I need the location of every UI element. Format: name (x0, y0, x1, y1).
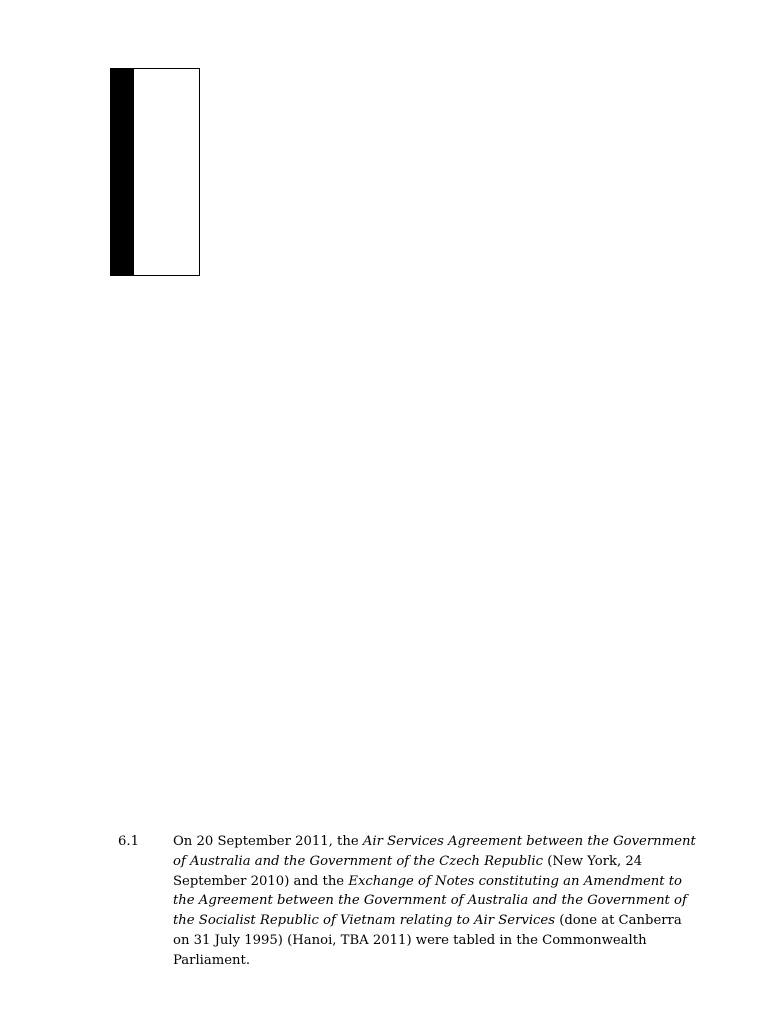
treaty-title-vietnam: Exchange of Notes constituting an Amendment to the Agreement between the Government of Australia and the Government of the Socialist Republic of Vietnam relating to Air Services (173, 873, 687, 929)
paragraph-number: 6.1 (118, 834, 139, 849)
chapter-marker-box (110, 68, 200, 276)
paragraph-segment: (New York, 24 September 2010) and the (173, 853, 643, 889)
treaty-title-czech: Air Services Agreement between the Government of Australia and the Government of the Czech Republic (173, 834, 696, 869)
paragraph-segment: (done at Canberra on 31 July 1995) (Hanoi, TBA 2011) were tabled in the Commonwealth Parliament. (173, 913, 682, 968)
chapter-marker-bar (111, 69, 134, 275)
paragraph-segment: On 20 September 2011, the (173, 834, 363, 849)
paragraph-text (173, 832, 698, 971)
